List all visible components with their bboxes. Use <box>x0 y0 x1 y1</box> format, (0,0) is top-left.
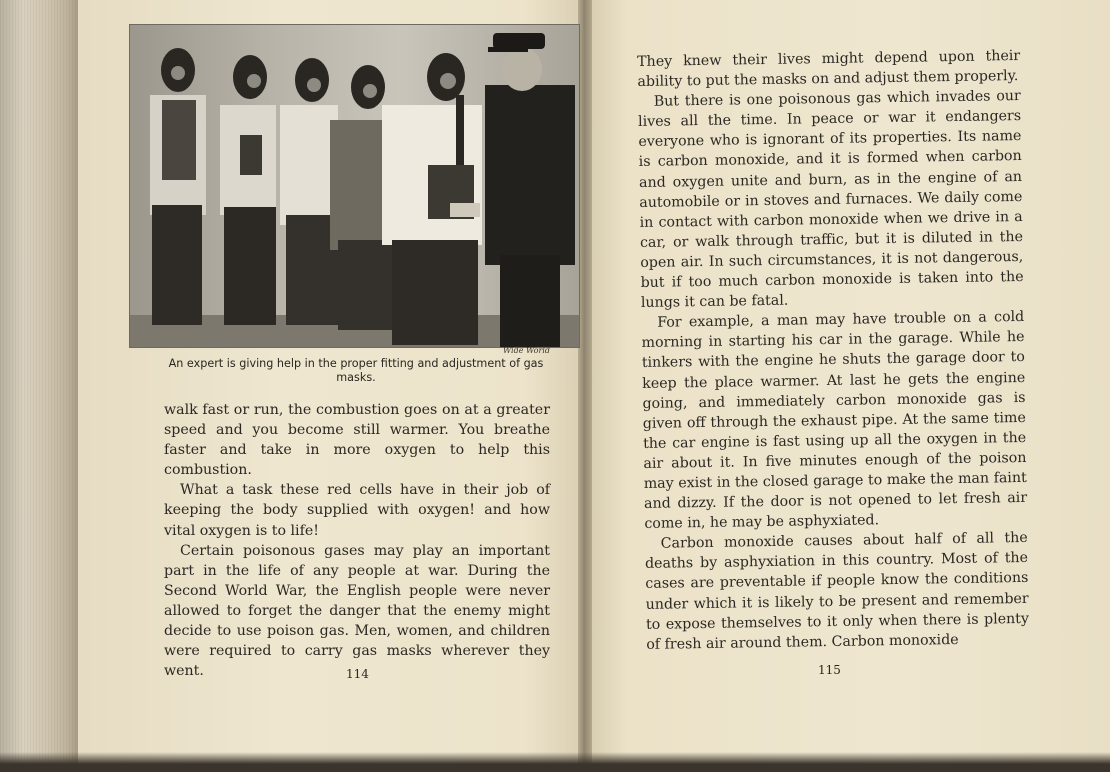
paragraph: Carbon monoxide causes about half of all the deaths by asphyxiation in this country. Most of the cases are preventable if people know the conditions under which it is likely to be present and remember to expose themselves to it only when there is plenty of fresh air around them. Carbon monoxide <box>644 530 1030 653</box>
book-gutter <box>578 0 592 772</box>
paragraph: They knew their lives might depend upon their ability to put the masks on and adjust them properly. <box>637 47 1021 91</box>
gas-mask-photo-illustration <box>130 25 579 347</box>
paragraph: But there is one poisonous gas which invades our lives all the time. In peace or war it endangers everyone who is ignorant of its properties. Its name is carbon monoxide, and it is formed when carbon and oxygen unite and burn, as in the engine of an automobile or in stoves and furnaces. We daily come in contact with carbon monoxide when we drive in a car, or walk through traffic, but it is diluted in the open air. In such circumstances, it is not dangerous, but if too much carbon monoxide is taken into the lungs it can be fatal. <box>637 88 1024 312</box>
page-number-left: 114 <box>346 667 369 681</box>
photo-caption: An expert is giving help in the proper fitting and adjustment of gas masks. <box>168 357 544 384</box>
paragraph: For example, a man may have trouble on a cold morning in starting his car in the garage. While he tinkers with the engine he shuts the garage door to keep the place warmer. At last he gets the engine going, and immediately carbon monoxide gas is given off through the exhaust pipe. At the same time the car engine is fast using up all the oxygen in the air about it. In five minutes enough of the poison may exist in the closed garage to make the man faint and dizzy. If the door is not opened to let fresh air come in, he may be asphyxiated. <box>641 309 1028 533</box>
book-bottom-edge <box>0 752 1110 772</box>
page-number-right: 115 <box>818 663 841 677</box>
gas-mask-photo <box>129 24 580 348</box>
left-page-text <box>164 400 550 681</box>
paragraph: Certain poisonous gases may play an important part in the life of any people at war. During the Second World War, the English people were never allowed to forget the danger that the enemy might decide to use poison gas. Men, women, and children were required to carry gas masks wherever they went. <box>164 542 550 680</box>
paragraph: What a task these red cells have in their job of keeping the body supplied with oxygen! and how vital oxygen is to life! <box>164 482 550 539</box>
page-edges <box>0 0 78 772</box>
paragraph: walk fast or run, the combustion goes on at a greater speed and you become still warmer. You breathe faster and take in more oxygen to help this combustion. <box>164 402 550 479</box>
photo-credit: Wide World <box>502 346 550 355</box>
right-page-text <box>637 46 1029 655</box>
